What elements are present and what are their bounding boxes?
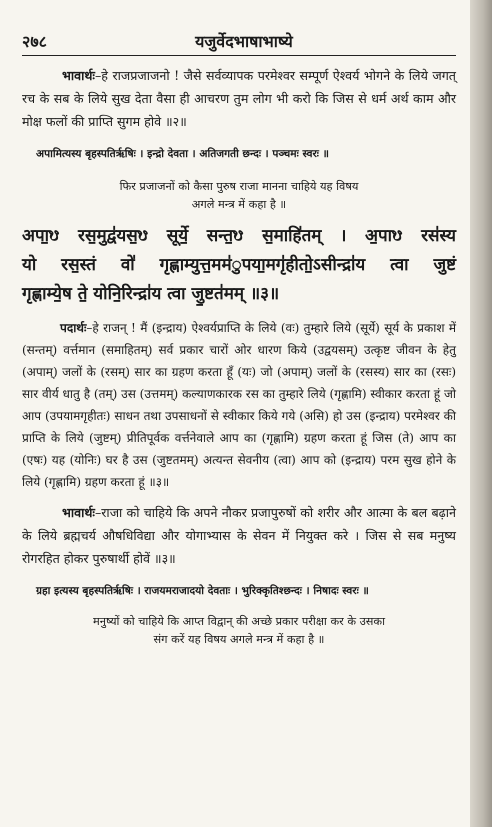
padartha-paragraph [22, 317, 456, 493]
padartha-label: पदार्थः [60, 321, 87, 335]
bhavartha-label-2: भावार्थः [62, 505, 95, 520]
intro-line-1: फिर प्रजाजनों को कैसा पुरुष राजा मानना चाहिये यह विषय [119, 180, 359, 193]
bhavartha-paragraph-1 [22, 64, 456, 133]
bhavartha-text-2: –राजा को चाहिये कि अपने नौकर प्रजापुरुषों को शरीर और आत्मा के बल बढ़ाने के लिये ब्रह्मचर्य औषधिविद्या और योगाभ्यास के सेवन में नियुक्त करे । जिस से सब मनुष्य रोगरहित होकर पुरुषार्थी होवें ॥३॥ [22, 505, 456, 566]
rishi-devata-line-1: अपामित्यस्य बृहस्पतिर्ऋषिः । इन्द्रो देवता । अतिजगती छन्दः । पञ्चमः स्वरः ॥ [36, 148, 329, 160]
mantra-line-2: यो रस॒स्तं वो॑ गृह्णाम्युत्त॒मम॑ुपया॒मगृ॑हीतो॒ऽसीन्द्रा॑य त्वा जुष्टं [22, 255, 456, 275]
closing-line-1: मनुष्यों को चाहिये कि आप्त विद्वान् की अच्छे प्रकार परीक्षा कर के उसका [92, 615, 386, 628]
mantra-block [22, 222, 456, 309]
page-edge [470, 0, 492, 827]
intro-line-2: अगले मन्त्र में कहा है ॥ [191, 198, 287, 211]
bhavartha-text: –हे राजप्रजाजनो ! जैसे सर्वव्यापक परमेश्वर सम्पूर्ण ऐश्वर्य भोगने के लिये जगत् रच के सब के लिये सुख देता वैसा ही आचरण तुम लोग भी करो कि जिस से धर्म अर्थ काम और मोक्ष फलों की प्राप्ति सुगम होवे ॥२॥ [22, 68, 456, 129]
closing-line-2: संग करें यह विषय अगले मन्त्र में कहा है ॥ [153, 633, 325, 646]
rishi-devata-line-2: ग्रहा इत्यस्य बृहस्पतिर्ऋषिः । राजयमराजादयो देवताः । भुरिक्कृतिश्छन्दः । निषादः स्वरः ॥ [36, 585, 369, 597]
padartha-text: –हे राजन् ! मैं (इन्द्राय) ऐश्वर्यप्राप्ति के लिये (वः) तुम्हारे लिये (सूर्ये) सूर्य के प्रकाश में (सन्तम्) वर्त्तमान (समाहितम्) सर्व प्रकार चारों ओर धारण किये (उद्वयसम्) उत्कृष्ट जीवन के हेतु (अपाम्) जलों के (रसम्) सार का ग्रहण करता हूँ (यः) जो (अपाम्) जलों के (रसस्य) सार का (रसः) सार वीर्य धातु है (तम्) उस (उत्तमम्) कल्याणकारक रस का तुम्हारे लिये (गृह्णामि) स्वीकार करता हूं जो आप (उपयामगृहीतः) साधन तथा उपसाधनों से स्वीकार किये गये (असि) हो उस (इन्द्राय) परमेश्वर की प्राप्ति के लिये (जुष्टम्) प्रीतिपूर्वक वर्त्तनेवाले आप का (गृह्णामि) ग्रहण करता हूं जिस (ते) आप का (एषः) यह (योनिः) घर है उस (जुष्टतमम्) अत्यन्त सेवनीय (त्वा) आप को (इन्द्राय) परम सुख होने के लिये (गृह्णामि) ग्रहण करता हूं ॥३॥ [22, 321, 456, 489]
closing-note [22, 613, 456, 649]
mantra-line-1: अपा॒ᳪ रस॒मुद्व॑यस॒ᳪ सूर्ये॒ सन्त॒ᳪ स॒माहि॑तम् । अ॒पाᳪ रस॑स्य [22, 226, 456, 246]
page-number: २७८ [22, 32, 47, 51]
running-title: यजुर्वेदभाषाभाष्ये [195, 32, 293, 51]
bhavartha-paragraph-2 [22, 501, 456, 570]
header-rule [22, 55, 456, 56]
bhavartha-label: भावार्थः [62, 68, 95, 83]
mantra-line-3: गृह्णाम्ये॒ष ते॒ योनि॒रिन्द्रा॑य त्वा जु॒ष्टत॑मम् ॥३॥ [22, 284, 280, 304]
intro-note [22, 178, 456, 214]
page-header [22, 30, 456, 52]
